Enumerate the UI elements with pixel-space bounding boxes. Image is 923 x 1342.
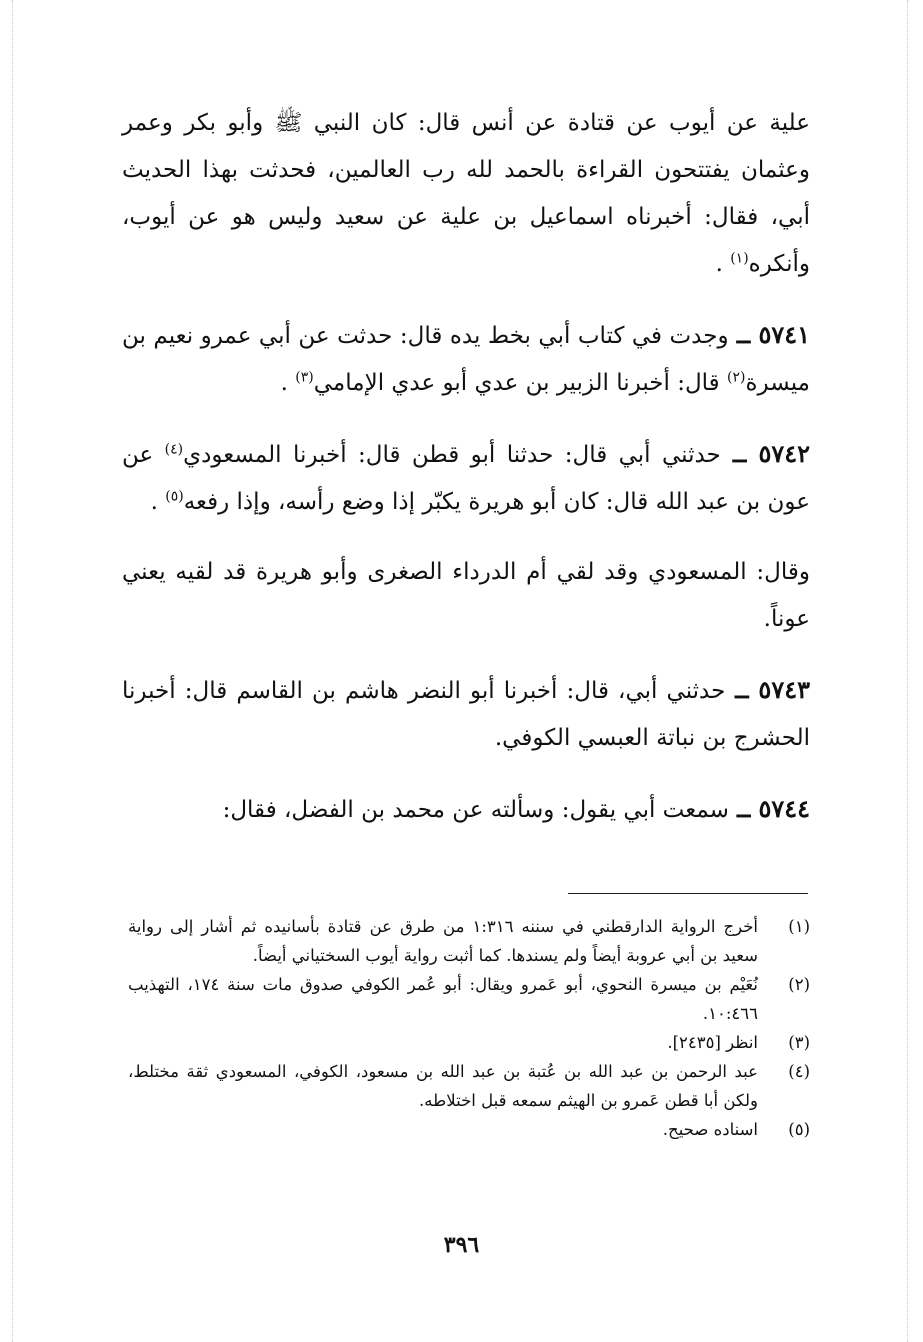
hadith-5742 bbox=[122, 430, 810, 526]
footnotes bbox=[128, 912, 810, 1144]
hadith-dash: ــ bbox=[728, 322, 759, 349]
footnote-ref[interactable]: (٢) bbox=[727, 369, 746, 386]
footnote-text: انظر [٢٤٣٥]. bbox=[667, 1033, 758, 1052]
paragraph-text: سمعت أبي يقول: وسألته عن محمد بن الفضل، فقال: bbox=[222, 797, 729, 823]
paragraph-end: . bbox=[280, 370, 296, 396]
footnote-ref[interactable]: (٥) bbox=[165, 488, 184, 505]
paragraph-text: حدثني أبي قال: حدثنا أبو قطن قال: أخبرنا المسعودي bbox=[183, 442, 721, 468]
paragraph-end: . bbox=[150, 489, 166, 515]
main-text bbox=[122, 100, 810, 857]
footnote-ref[interactable]: (١) bbox=[730, 250, 749, 267]
paragraph-text: وجدت في كتاب أبي بخط يده قال: حدثت عن أبي عمرو نعيم بن ميسرة bbox=[122, 323, 810, 396]
footnote-text: اسناده صحيح. bbox=[662, 1120, 758, 1139]
hadith-5744 bbox=[122, 785, 810, 834]
hadith-dash: ــ bbox=[720, 441, 759, 468]
hadith-5741 bbox=[122, 311, 810, 407]
hadith-number: ٥٧٤١ bbox=[758, 320, 811, 349]
footnote-number: (٤) bbox=[788, 1062, 810, 1081]
footnote-text: أخرج الرواية الدارقطني في سننه ١:٣١٦ من طرق عن قتادة بأسانيده ثم أشار إلى رواية سعيد بن أبي عروبة أيضاً ولم يسندها. كما أثبت رواية أيوب السختياني أيضاً. bbox=[128, 917, 758, 965]
page-number: ٣٩٦ bbox=[443, 1232, 480, 1258]
scan-edge-right bbox=[907, 0, 908, 1342]
footnote-number: (١) bbox=[788, 917, 810, 936]
footnote-item bbox=[128, 912, 810, 970]
paragraph-text: علية عن أيوب عن قتادة عن أنس قال: كان النبي ﷺ وأبو بكر وعمر وعثمان يفتتحون القراءة بالحمد لله رب العالمين، فحدثت بهذا الحديث أبي، فقال: أخبرناه اسماعيل بن علية عن سعيد وليس هو عن أيوب، وأنكره bbox=[122, 110, 810, 277]
hadith-5742-note bbox=[122, 549, 810, 643]
footnote-ref[interactable]: (٤) bbox=[164, 441, 184, 458]
footnote-number: (٢) bbox=[788, 975, 810, 994]
footnote-number: (٣) bbox=[788, 1033, 810, 1052]
paragraph-text: عن عون بن عبد الله قال: كان أبو هريرة يكبّر إذا وضع رأسه، وإذا رفعه bbox=[122, 442, 810, 515]
scan-edge-left bbox=[12, 0, 13, 1342]
footnote-item bbox=[128, 1057, 810, 1115]
paragraph-text: قال: أخبرنا الزبير بن عدي أبو عدي الإمامي bbox=[313, 370, 727, 396]
paragraph-text: وقال: المسعودي وقد لقي أم الدرداء الصغرى وأبو هريرة قد لقيه يعني عوناً. bbox=[122, 559, 810, 632]
footnote-divider bbox=[568, 893, 808, 894]
footnote-text: عبد الرحمن بن عبد الله بن عُتبة بن عبد الله بن مسعود، الكوفي، المسعودي ثقة مختلط، ولكن أبا قطن عَمرو بن الهيثم سمعه قبل اختلاطه. bbox=[128, 1062, 758, 1110]
hadith-number: ٥٧٤٣ bbox=[758, 675, 810, 704]
footnote-ref[interactable]: (٣) bbox=[295, 369, 314, 386]
paragraph-text: حدثني أبي، قال: أخبرنا أبو النضر هاشم بن القاسم قال: أخبرنا الحشرج بن نباتة العبسي الكوفي. bbox=[122, 678, 810, 751]
footnote-item bbox=[128, 1028, 810, 1057]
hadith-number: ٥٧٤٤ bbox=[758, 794, 810, 823]
hadith-continuation bbox=[122, 100, 810, 288]
paragraph-end: . bbox=[715, 251, 731, 277]
footnote-item bbox=[128, 970, 810, 1028]
hadith-5743 bbox=[122, 666, 810, 762]
hadith-dash: ــ bbox=[725, 677, 759, 704]
footnote-number: (٥) bbox=[788, 1120, 810, 1139]
hadith-dash: ــ bbox=[728, 796, 759, 823]
hadith-number: ٥٧٤٢ bbox=[758, 439, 810, 468]
footnote-item bbox=[128, 1115, 810, 1144]
footnote-text: نُعَيْم بن ميسرة النحوي، أبو عَمرو ويقال: أبو عُمر الكوفي صدوق مات سنة ١٧٤، التهذيب ١٠:٤٦٦. bbox=[128, 975, 758, 1023]
